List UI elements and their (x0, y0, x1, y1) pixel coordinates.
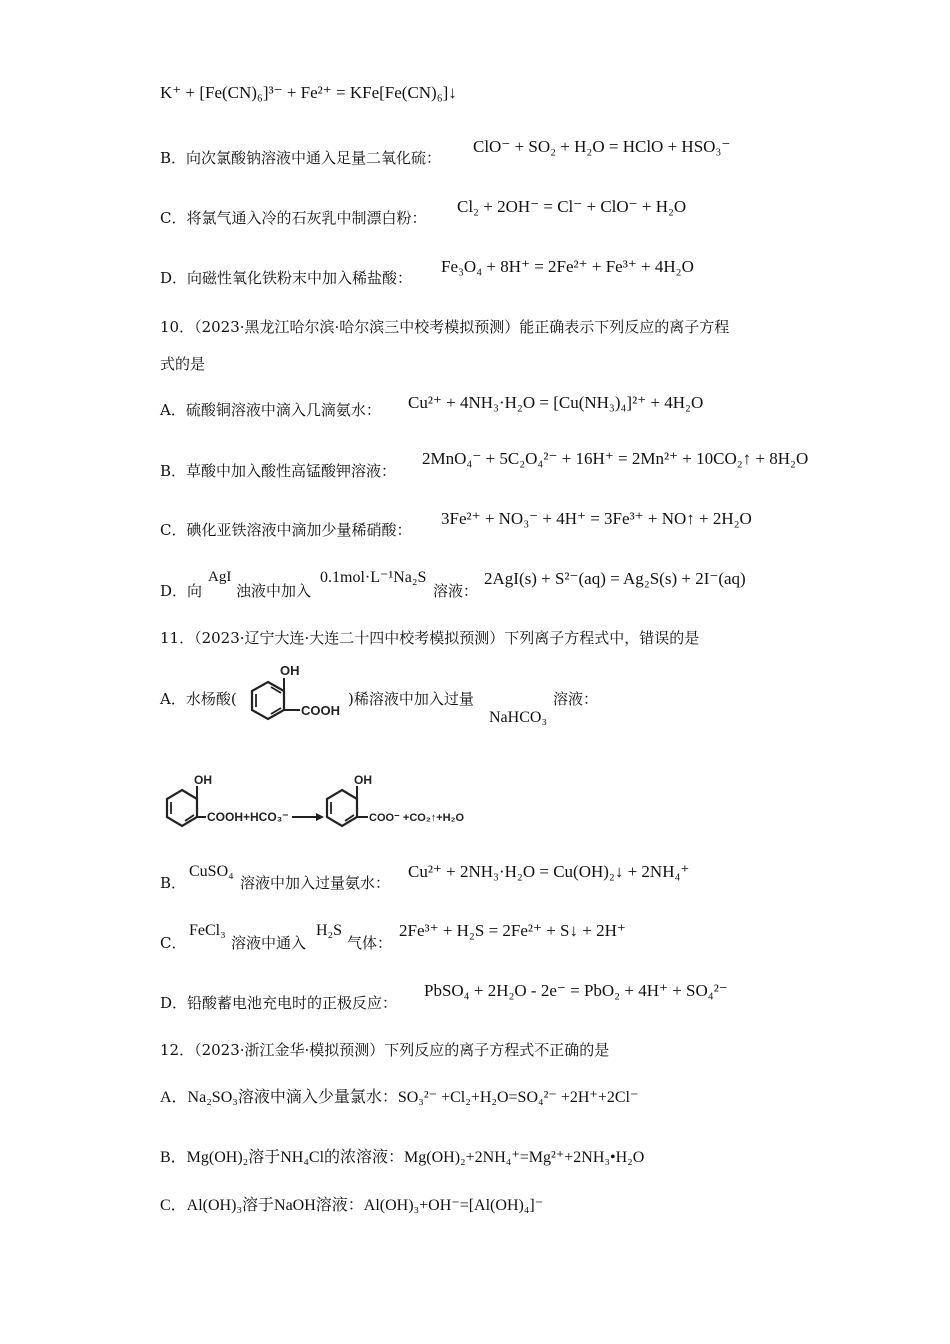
q11-option-b-label: B． (160, 874, 187, 892)
q10-option-d-agi: AgI (208, 569, 232, 585)
prev-option-a-equation: K⁺ + [Fe(CN)₆]³⁻ + Fe²⁺ = KFe[Fe(CN)₆]↓ (160, 83, 457, 102)
q11-option-d-equation: PbSO₄ + 2H₂O - 2e⁻ = PbO₂ + 4H⁺ + SO₄²⁻ (424, 981, 728, 1000)
q10-option-d-reagent: 0.1mol·L⁻¹Na₂S (320, 569, 427, 586)
q11-option-a-text: A．水杨酸( (160, 690, 237, 708)
q11-option-d-text: D．铅酸蓄电池充电时的正极反应： (160, 994, 398, 1012)
q11-option-a-text2: )稀溶液中加入过量 (348, 690, 474, 708)
q12-option-b: B．Mg(OH)₂溶于NH₄Cl的浓溶液：Mg(OH)₂+2NH₄⁺=Mg²⁺+2NH₃•H₂O (160, 1149, 645, 1166)
cooh-label: COOH (301, 703, 340, 718)
q10-option-d-equation: 2AgI(s) + S²⁻(aq) = Ag₂S(s) + 2I⁻(aq) (484, 569, 746, 588)
q10-option-a-equation: Cu²⁺ + 4NH₃·H₂O = [Cu(NH₃)₄]²⁺ + 4H₂O (408, 393, 704, 412)
q10-option-c-equation: 3Fe²⁺ + NO₃⁻ + 4H⁺ = 3Fe³⁺ + NO↑ + 2H₂O (441, 509, 752, 528)
q12-option-c: C．Al(OH)₃溶于NaOH溶液：Al(OH)₃+OH⁻=[Al(OH)₄]⁻ (160, 1197, 544, 1214)
oh-label: OH (354, 773, 372, 787)
nahco3-label: NaHCO₃ (489, 709, 548, 726)
q11-option-b-text: 溶液中加入过量氨水： (240, 874, 391, 892)
question-10-stem-cont: 式的是 (160, 355, 206, 373)
option-d-equation: Fe₃O₄ + 8H⁺ = 2Fe²⁺ + Fe³⁺ + 4H₂O (441, 257, 694, 276)
q11-option-c-label: C． (160, 934, 187, 952)
option-b-text: B．向次氯酸钠溶液中通入足量二氧化硫： (160, 149, 442, 167)
q10-option-d-text: 浊液中加入 (236, 582, 312, 600)
q10-option-a-text: A．硫酸铜溶液中滴入几滴氨水： (160, 401, 381, 419)
salicylic-acid-structure (244, 660, 348, 726)
q11-option-c-text2: 气体： (347, 934, 393, 952)
reaction-left-label: COOH+HCO₃⁻ (207, 810, 289, 824)
oh-label: OH (280, 663, 300, 678)
question-10-stem: 10．（2023·黑龙江哈尔滨·哈尔滨三中校考模拟预测）能正确表示下列反应的离子方程 (160, 318, 730, 336)
option-c-equation: Cl₂ + 2OH⁻ = Cl⁻ + ClO⁻ + H₂O (457, 197, 687, 216)
fecl3-label: FeCl₃ (189, 922, 226, 939)
option-b-equation: ClO⁻ + SO₂ + H₂O = HClO + HSO₃⁻ (473, 137, 731, 156)
cuso4-label: CuSO₄ (189, 863, 234, 880)
q11-option-b-equation: Cu²⁺ + 2NH₃·H₂O = Cu(OH)₂↓ + 2NH₄⁺ (408, 862, 690, 881)
oh-label: OH (194, 773, 212, 787)
q11-option-c-text: 溶液中通入 (231, 934, 307, 952)
q11-option-c-equation: 2Fe³⁺ + H₂S = 2Fe²⁺ + S↓ + 2H⁺ (399, 921, 626, 940)
q10-option-c-text: C．碘化亚铁溶液中滴加少量稀硝酸： (160, 521, 412, 539)
q10-option-d-label: D．向 (160, 582, 203, 600)
option-d-text: D．向磁性氧化铁粉末中加入稀盐酸： (160, 269, 413, 287)
option-c-text: C．将氯气通入冷的石灰乳中制漂白粉： (160, 209, 427, 227)
reaction-right-label: COO⁻ +CO₂↑+H₂O (369, 812, 465, 824)
salicylic-acid-reaction-scheme (160, 768, 490, 834)
q10-option-d-text2: 溶液： (433, 582, 479, 600)
question-11-stem: 11．（2023·辽宁大连·大连二十四中校考模拟预测）下列离子方程式中，错误的是 (160, 629, 700, 647)
question-12-stem: 12．（2023·浙江金华·模拟预测）下列反应的离子方程式不正确的是 (160, 1041, 610, 1059)
h2s-label: H₂S (316, 922, 343, 939)
q11-option-a-text3: 溶液： (553, 690, 599, 708)
q10-option-b-equation: 2MnO₄⁻ + 5C₂O₄²⁻ + 16H⁺ = 2Mn²⁺ + 10CO₂↑ + 8H₂O (422, 449, 809, 468)
q12-option-a: A．Na₂SO₃溶液中滴入少量氯水：SO₃²⁻ +Cl₂+H₂O=SO₄²⁻ +2H⁺+2Cl⁻ (160, 1089, 639, 1106)
q10-option-b-text: B．草酸中加入酸性高锰酸钾溶液： (160, 462, 397, 480)
